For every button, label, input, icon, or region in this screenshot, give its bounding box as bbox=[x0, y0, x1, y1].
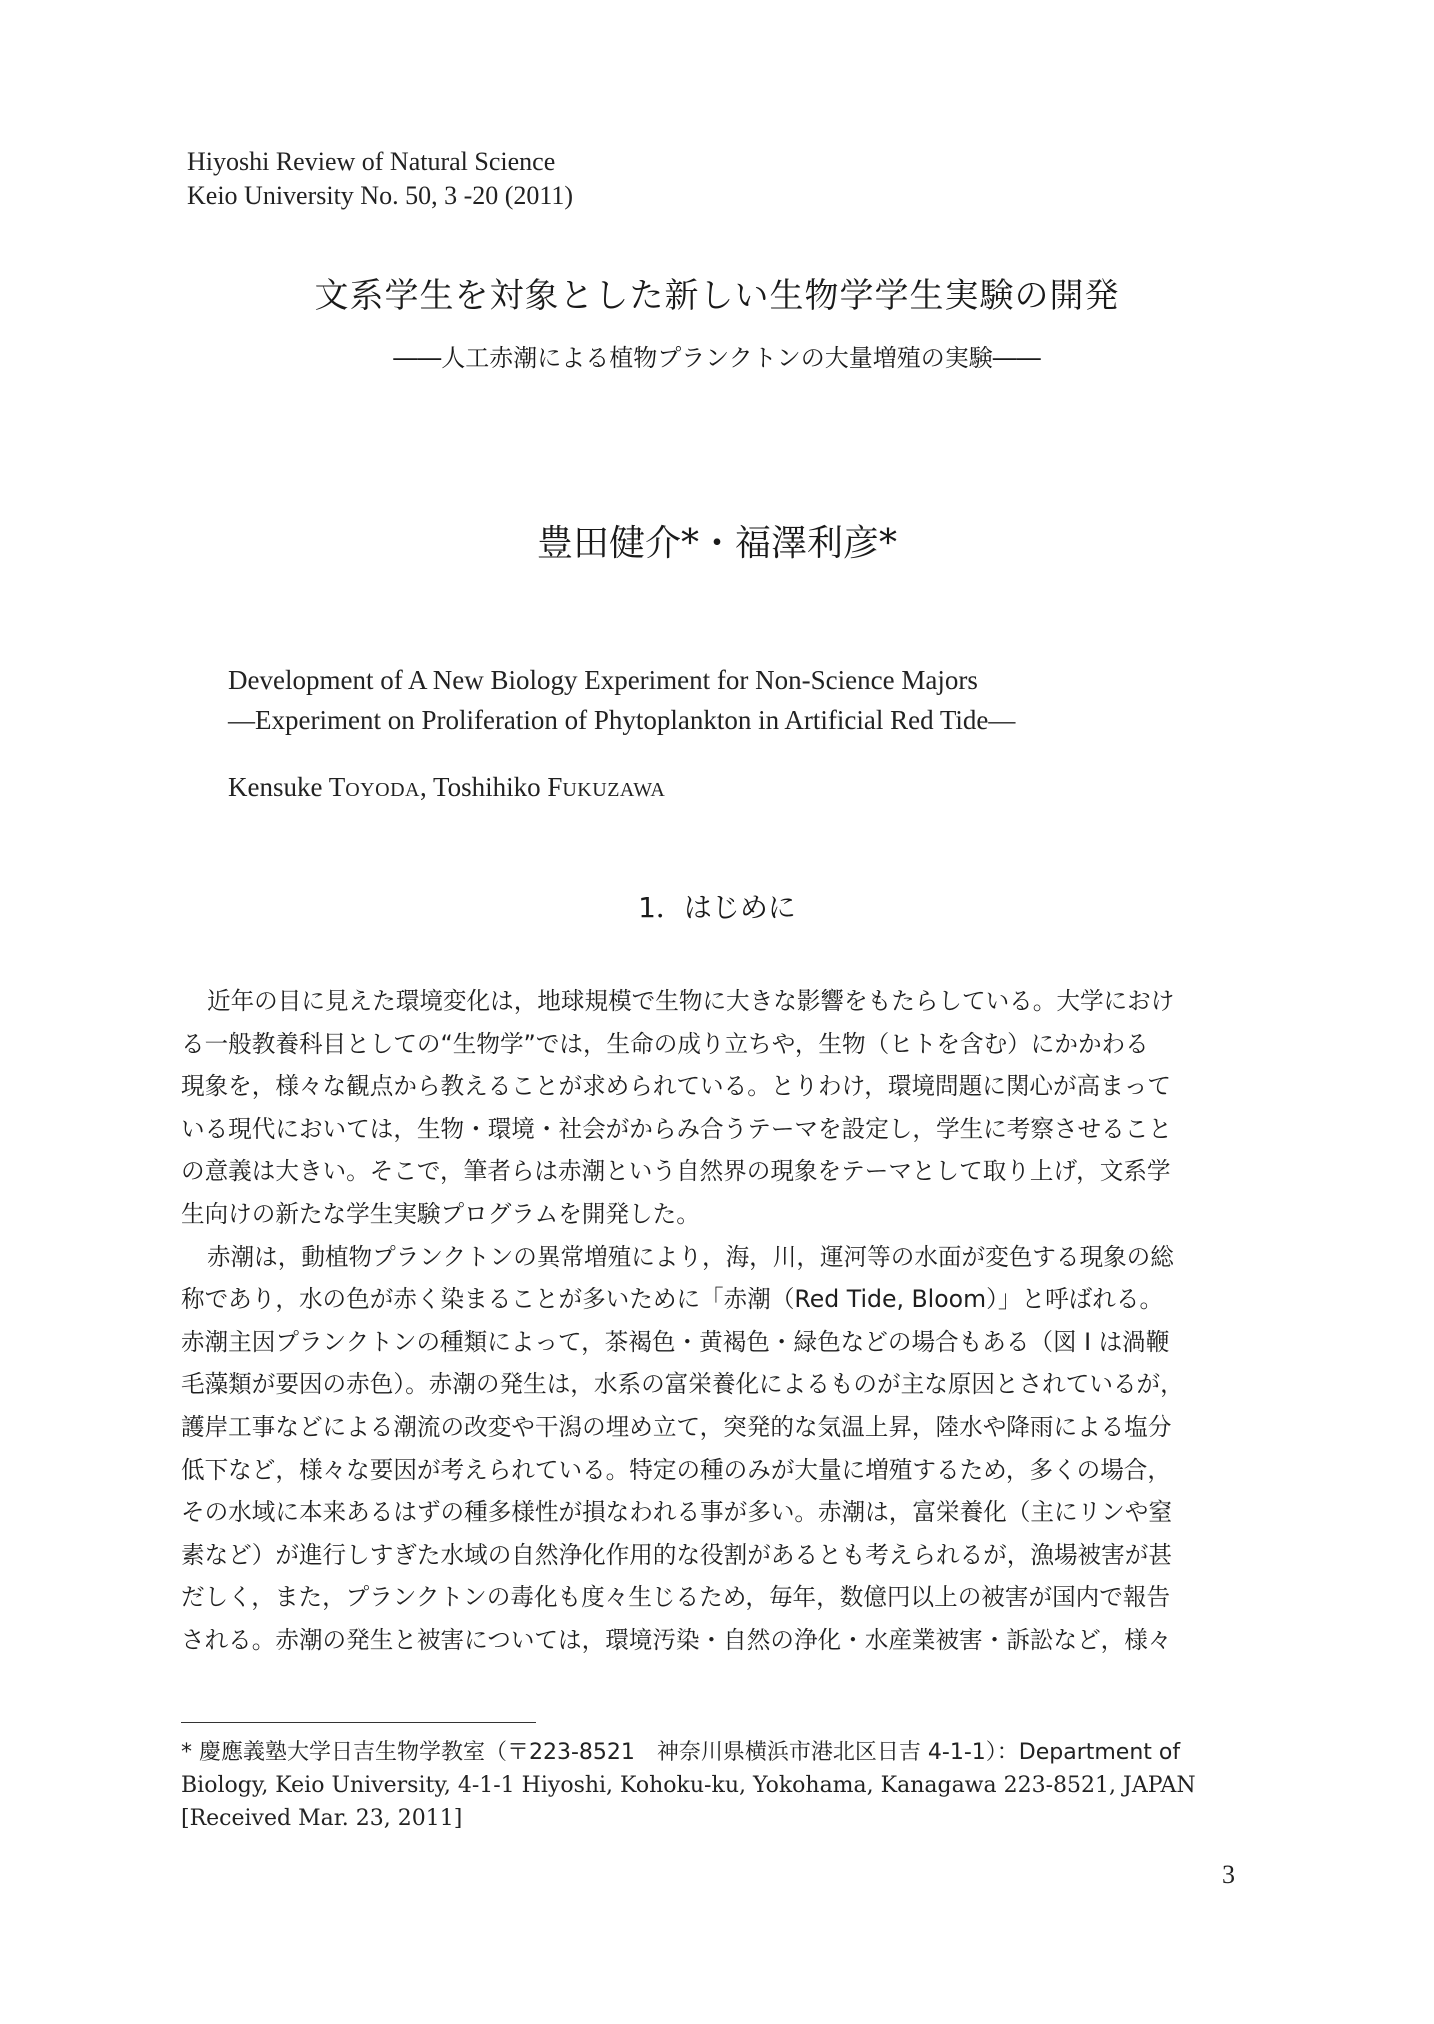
subtitle-japanese: ――人工赤潮による植物プランクトンの大量増殖の実験―― bbox=[393, 344, 1041, 372]
footnote-received: [Received Mar. 23, 2011] bbox=[181, 1806, 463, 1831]
body-line: る一般教養科目としての“生物学”では，生命の成り立ちや，生物（ヒトを含む）にかかわる bbox=[181, 1029, 1149, 1058]
title-english-line2: —Experiment on Proliferation of Phytoplankton in Artificial Red Tide— bbox=[228, 705, 1016, 735]
author2-family: UKUZAWA bbox=[562, 779, 666, 801]
author2-given: Toshihiko F bbox=[432, 772, 563, 802]
body-text bbox=[181, 980, 1267, 1662]
footnote-address: Biology, Keio University, 4-1-1 Hiyoshi, Kohoku-ku, Yokohama, Kanagawa 223-8521, JAPAN bbox=[181, 1773, 1196, 1798]
body-line: 生向けの新たな学生実験プログラムを開発した。 bbox=[181, 1199, 700, 1228]
journal-volume: Keio University No. 50, 3 -20 (2011) bbox=[187, 181, 574, 210]
body-line: その水域に本来あるはずの種多様性が損なわれる事が多い。赤潮は，富栄養化（主にリンや窒 bbox=[181, 1498, 1172, 1527]
body-line: いる現代においては，生物・環境・社会がからみ合うテーマを設定し，学生に考察させること bbox=[181, 1114, 1172, 1143]
body-line: の意義は大きい。そこで，筆者らは赤潮という自然界の現象をテーマとして取り上げ，文系学 bbox=[181, 1157, 1171, 1186]
body-line: 現象を，様々な観点から教えることが求められている。とりわけ，環境問題に関心が高まって bbox=[181, 1072, 1171, 1101]
body-line: だしく，また，プランクトンの毒化も度々生じるため，毎年，数億円以上の被害が国内で報告 bbox=[181, 1583, 1171, 1612]
footnote-divider bbox=[181, 1722, 536, 1723]
body-line: 毛藻類が要因の赤色）。赤潮の発生は，水系の富栄養化によるものが主な原因とされているが， bbox=[181, 1370, 1184, 1399]
author1-family: OYODA bbox=[345, 779, 420, 801]
body-line: 低下など，様々な要因が考えられている。特定の種のみが大量に増殖するため，多くの場合， bbox=[181, 1455, 1171, 1484]
body-line: される。赤潮の発生と被害については，環境汚染・自然の浄化・水産業被害・訴訟など，様々 bbox=[181, 1625, 1172, 1654]
body-line: 素など）が進行しすぎた水域の自然浄化作用的な役割があるとも考えられるが，漁場被害が甚 bbox=[181, 1540, 1172, 1569]
authors-english bbox=[228, 772, 665, 803]
authors-japanese: 豊田健介*・福澤利彦* bbox=[536, 523, 897, 564]
body-line: 赤潮は，動植物プランクトンの異常増殖により，海，川，運河等の水面が変色する現象の総 bbox=[207, 1242, 1174, 1271]
page-number: 3 bbox=[1222, 1860, 1235, 1889]
footnote bbox=[181, 1736, 1271, 1835]
section-heading: 1．はじめに bbox=[638, 891, 796, 924]
title-japanese: 文系学生を対象とした新しい生物学学生実験の開発 bbox=[314, 276, 1120, 316]
title-english bbox=[228, 660, 1015, 740]
body-line: 近年の目に見えた環境変化は，地球規模で生物に大きな影響をもたらしている。大学におけ bbox=[207, 987, 1175, 1015]
author1-given: Kensuke T bbox=[228, 772, 346, 802]
body-line: 赤潮主因プランクトンの種類によって，茶褐色・黄褐色・緑色などの場合もある（図 I は渦鞭 bbox=[181, 1327, 1170, 1356]
title-english-line1: Development of A New Biology Experiment for Non-Science Majors bbox=[228, 665, 978, 695]
author-separator: , bbox=[419, 772, 433, 802]
body-line: 護岸工事などによる潮流の改変や干潟の埋め立て，突発的な気温上昇，陸水や降雨による塩分 bbox=[181, 1412, 1172, 1441]
journal-header bbox=[187, 145, 573, 213]
body-line: 称であり，水の色が赤く染まることが多いために「赤潮（Red Tide, Bloom）」と呼ばれる。 bbox=[181, 1285, 1164, 1314]
footnote-affiliation: * 慶應義塾大学日吉生物学教室（〒223-8521 神奈川県横浜市港北区日吉 4-1-1）：Department of bbox=[181, 1740, 1181, 1765]
journal-name: Hiyoshi Review of Natural Science bbox=[187, 147, 556, 176]
